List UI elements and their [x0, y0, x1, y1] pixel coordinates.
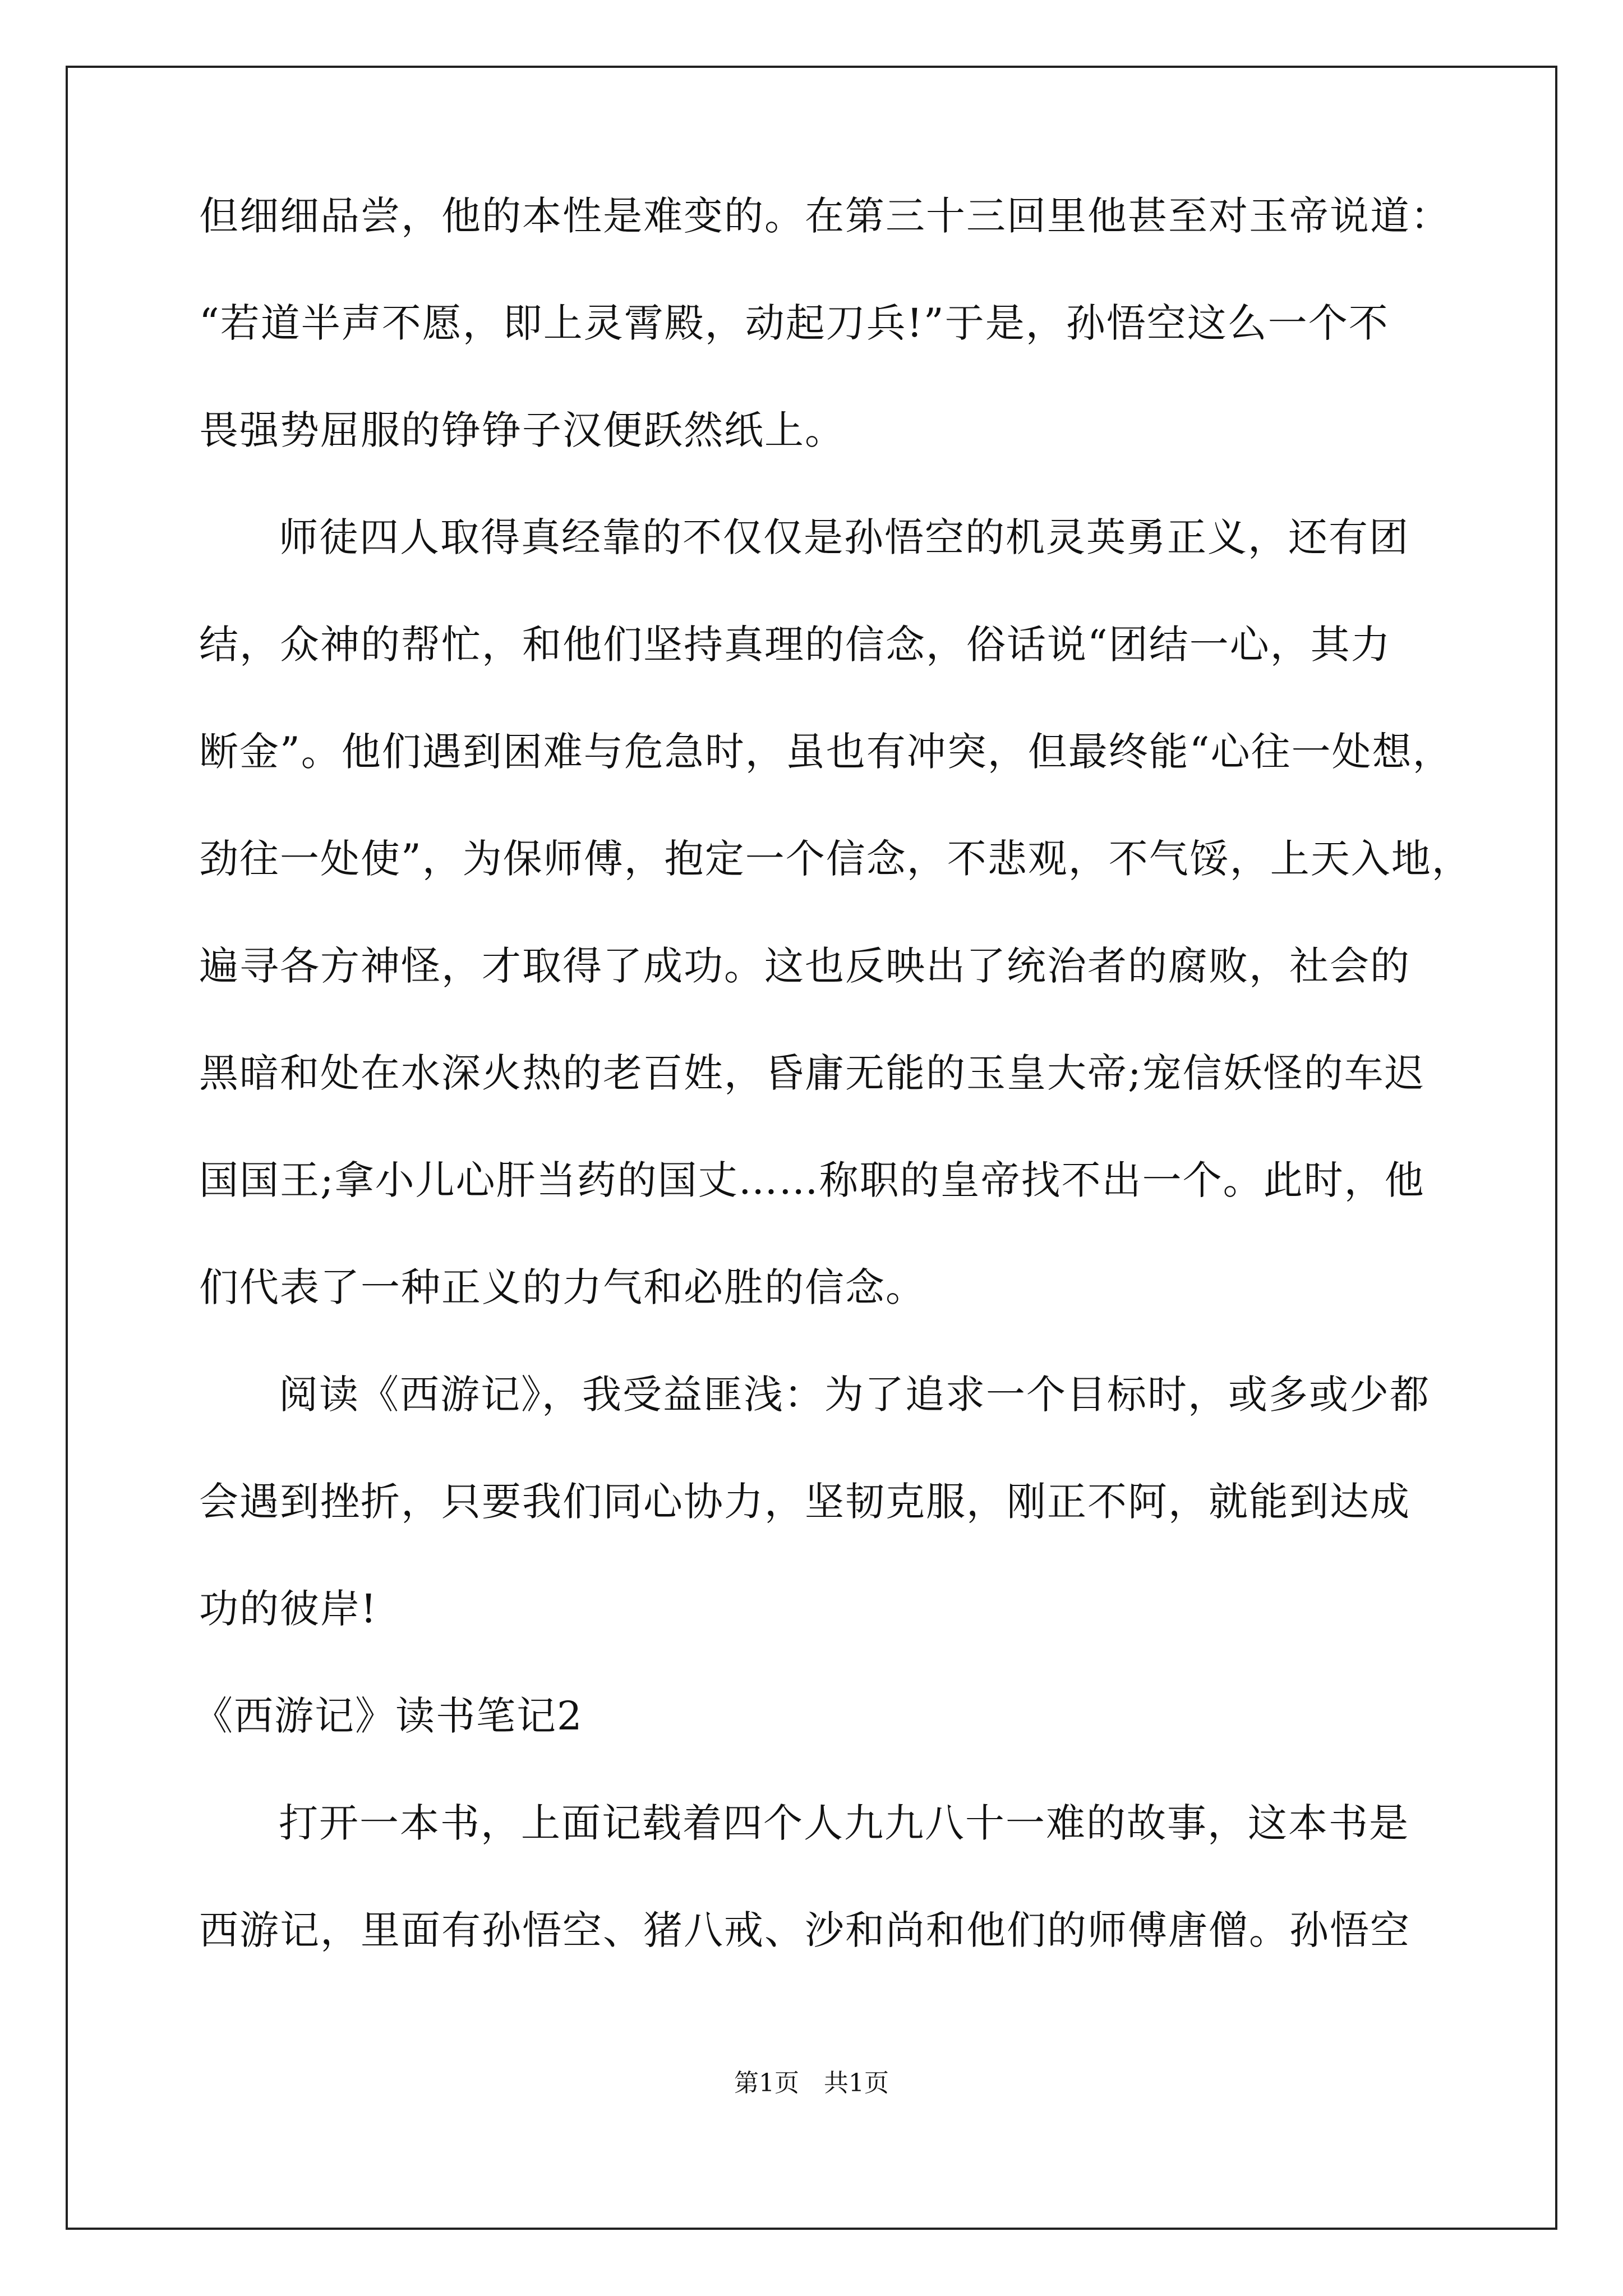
paragraph-line: 断金”。他们遇到困难与危急时，虽也有冲突，但最终能“心往一处想，	[199, 729, 1453, 775]
paragraph-line: 但细细品尝，他的本性是难变的。在第三十三回里他甚至对玉帝说道：	[199, 193, 1451, 239]
paragraph-line: 西游记，里面有孙悟空、猪八戒、沙和尚和他们的师傅唐僧。孙悟空	[199, 1907, 1410, 1953]
paragraph-line: 打开一本书，上面记载着四个人九九八十一难的故事，这本书是	[279, 1800, 1409, 1846]
paragraph-line: 畏强势屈服的铮铮子汉便跃然纸上。	[199, 407, 845, 453]
paragraph-line: 师徒四人取得真经靠的不仅仅是孙悟空的机灵英勇正义，还有团	[279, 514, 1409, 560]
paragraph-line: 黑暗和处在水深火热的老百姓，昏庸无能的玉皇大帝;宠信妖怪的车迟	[199, 1050, 1425, 1096]
paragraph-line: “若道半声不愿，即上灵霄殿，动起刀兵!”于是，孙悟空这么一个不	[199, 300, 1389, 346]
paragraph-line: 遍寻各方神怪，才取得了成功。这也反映出了统治者的腐败，社会的	[199, 943, 1410, 989]
paragraph-line: 们代表了一种正义的力气和必胜的信念。	[199, 1264, 926, 1310]
paragraph-line: 国国王;拿小儿心肝当药的国丈……称职的皇帝找不出一个。此时，他	[199, 1157, 1425, 1203]
paragraph-line: 阅读《西游记》，我受益匪浅：为了追求一个目标时，或多或少都	[279, 1372, 1430, 1418]
paragraph-line: 功的彼岸!	[199, 1586, 378, 1632]
paragraph-line: 结，众神的帮忙，和他们坚持真理的信念，俗话说“团结一心，其力	[199, 622, 1391, 668]
paragraph-line: 劲往一处使”，为保师傅，抱定一个信念，不悲观，不气馁，上天入地，	[199, 836, 1472, 882]
page-number-footer: 第1页 共1页	[734, 2069, 889, 2097]
section-heading: 《西游记》读书笔记2	[193, 1693, 583, 1739]
document-body	[193, 193, 1472, 2018]
paragraph-line: 会遇到挫折，只要我们同心协力，坚韧克服，刚正不阿，就能到达成	[199, 1479, 1410, 1525]
